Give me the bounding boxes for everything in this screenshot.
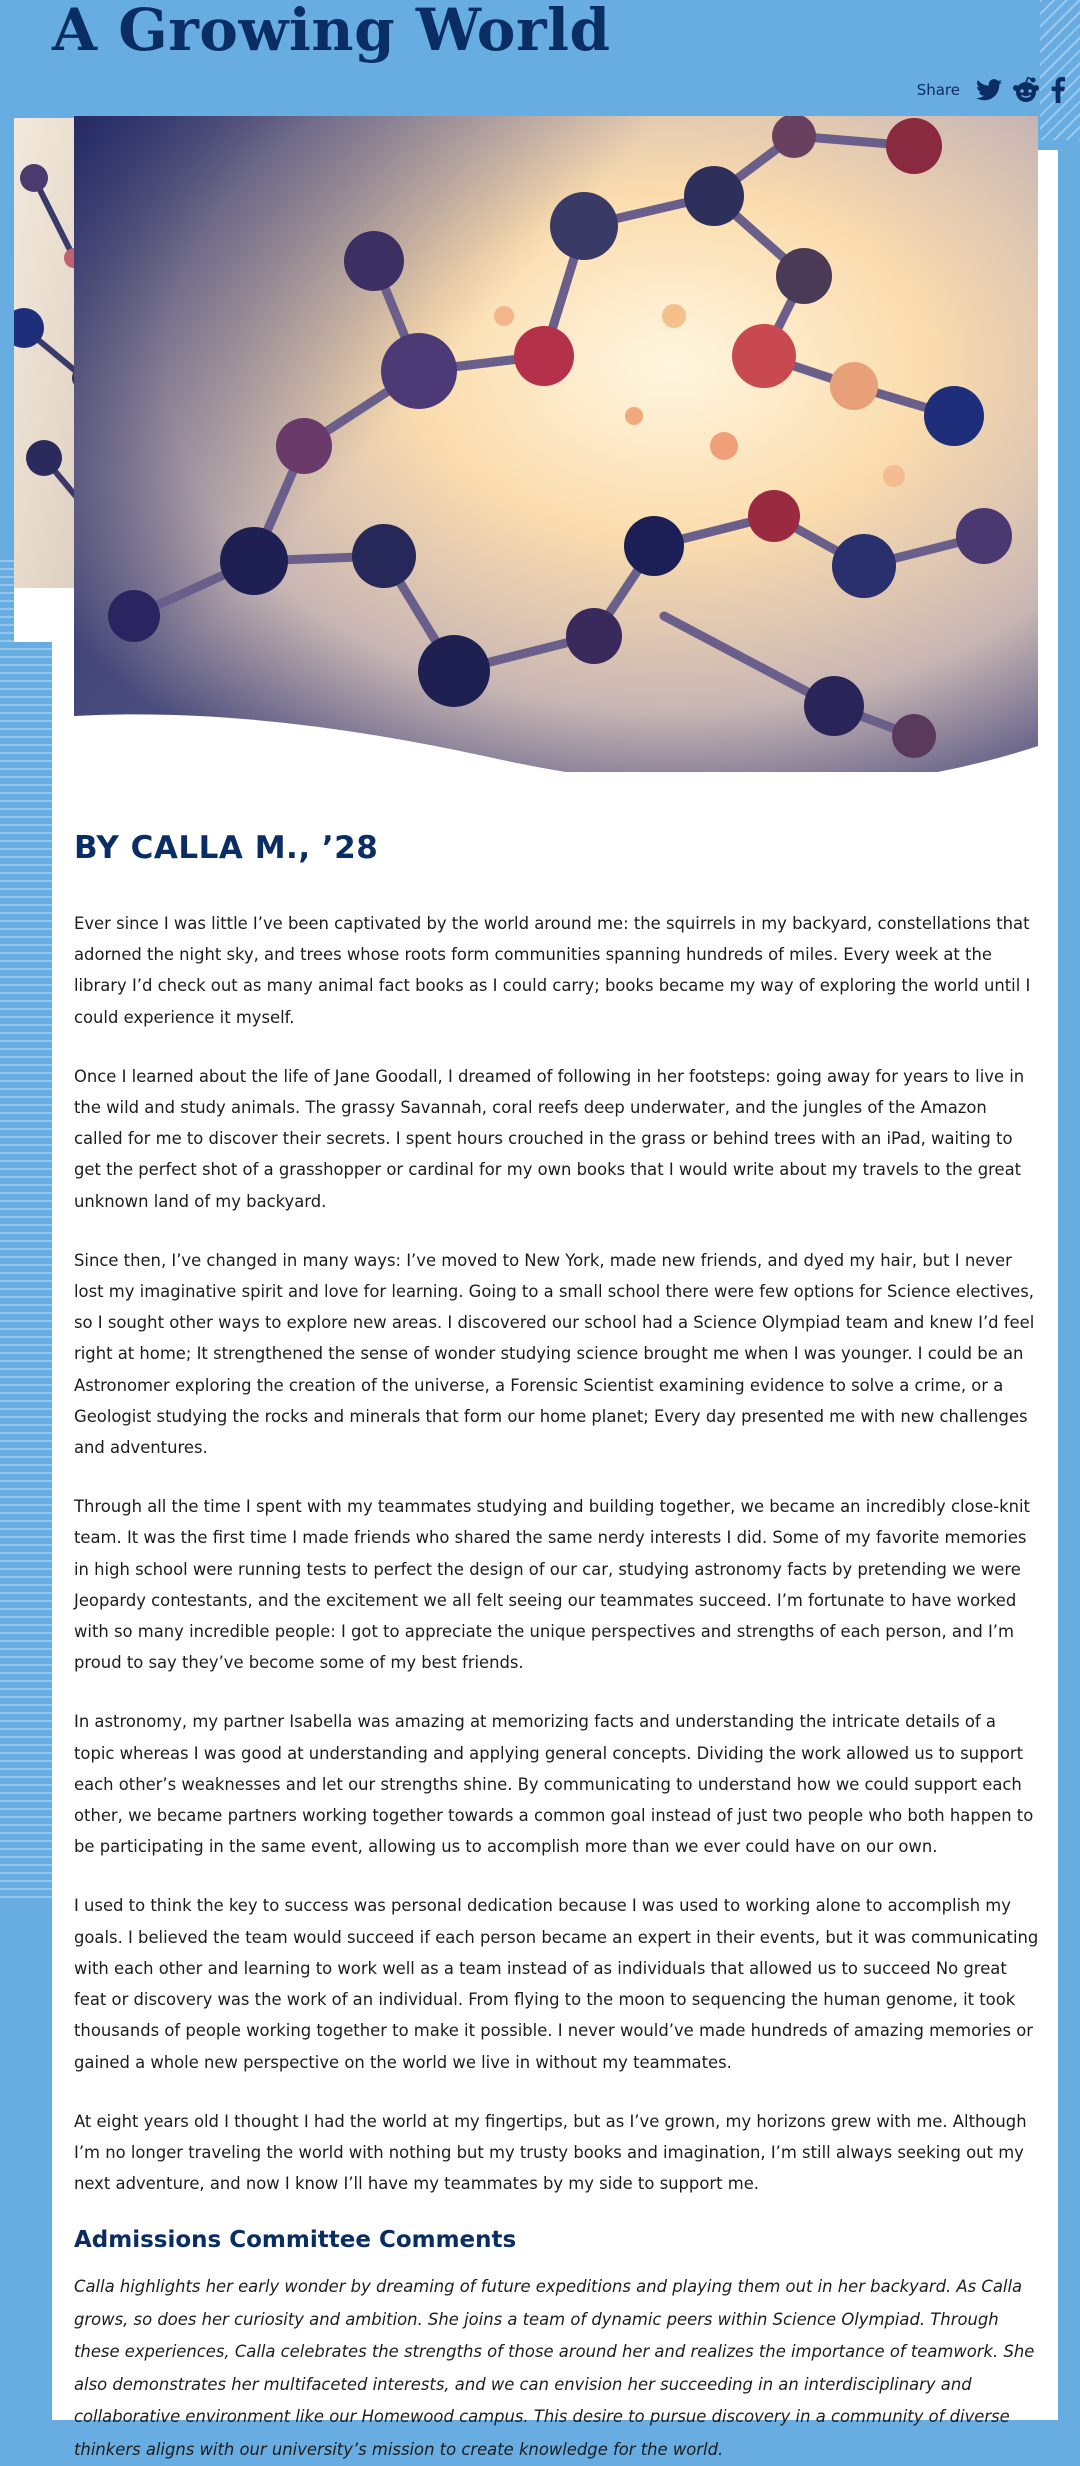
share-bar: [917, 74, 1066, 106]
admissions-comments: Calla highlights her early wonder by dreaming of future expeditions and playing them out in her backyard. As Calla grows, so does her curiosity and ambition. She joins a team of dynamic peers within Science Olympiad. Through these experiences, Calla celebrates the strengths of those around her and realizes the importance of teamwork. She also demonstrates her multifaceted interests, and we can envision her succeeding in an interdisciplinary and collaborative environment like our Homewood campus. This desire to pursue discovery in a community of diverse thinkers aligns with our university’s mission to create knowledge for the world.: [74, 2277, 1035, 2459]
article-paragraph-7: At eight years old I thought I had the world at my fingertips, but as I’ve grown, my horizons grew with me. Although I’m no longer traveling the world with nothing but my trusty books and imagination, I’m still always seeking out my next adventure, and now I know I’ll have my teammates by my side to support me.: [74, 2111, 1027, 2194]
decorative-corner-stripes: [1040, 0, 1080, 140]
twitter-icon[interactable]: [976, 79, 1002, 101]
hero-image: [74, 116, 1038, 772]
reddit-icon[interactable]: [1012, 77, 1040, 103]
article-paragraph-4: Through all the time I spent with my teammates studying and building together, we became an incredibly close-knit team. It was the first time I made friends who shared the same nerdy interests I did. Some of my favorite memories in high school were running tests to perfect the design of our car, studying astronomy facts by pretending we were Jeopardy contestants, and the excitement we all felt seeing our teammates succeed. I’m fortunate to have worked with so many incredible people: I got to appreciate the unique perspectives and strengths of each person, and I’m proud to say they’ve become some of my best friends.: [74, 1497, 1030, 1673]
article-paragraph-1: Ever since I was little I’ve been captivated by the world around me: the squirrels in my backyard, constellations that adorned the night sky, and trees whose roots form communities spanning hundreds of miles. Every week at the library I’d check out as many animal fact books as I could carry; books became my way of exploring the world until I could experience it myself.: [74, 914, 1031, 1027]
article-paragraph-3: Since then, I’ve changed in many ways: I’ve moved to New York, made new friends, and dyed my hair, but I never lost my imaginative spirit and love for learning. Going to a small school there were few options for Science electives, so I sought other ways to explore new areas. I discovered our school had a Science Olympiad team and knew I’d feel right at home; It strengthened the sense of wonder studying science brought me when I was younger. I could be an Astronomer exploring the creation of the universe, a Forensic Scientist examining evidence to solve a crime, or a Geologist studying the rocks and minerals that form our home planet; Every day presented me with new challenges and adventures.: [74, 1250, 1035, 1458]
facebook-icon[interactable]: [1050, 77, 1066, 103]
share-label: Share: [916, 81, 960, 99]
page-title: A Growing World: [52, 0, 611, 64]
article-body: [74, 830, 1039, 2466]
author-byline: BY CALLA M., ’28: [74, 830, 379, 866]
article-paragraph-5: In astronomy, my partner Isabella was amazing at memorizing facts and understanding the intricate details of a topic whereas I was good at understanding and applying general concepts. Dividing the work allowed us to support each other’s weaknesses and let our strengths shine. By communicating to understand how we could support each other, we became partners working together towards a common goal instead of just two people who both happen to be participating in the same event, allowing us to accomplish more than we ever could have on our own.: [74, 1712, 1034, 1857]
article-paragraph-2: Once I learned about the life of Jane Goodall, I dreamed of following in her footsteps: going away for years to live in the wild and study animals. The grassy Savannah, coral reefs deep underwater, and the jungles of the Amazon called for me to discover their secrets. I spent hours crouched in the grass or behind trees with an iPad, waiting to get the perfect shot of a grasshopper or cardinal for my own books that I would write about my travels to the great unknown land of my backyard.: [74, 1066, 1025, 1211]
article-paragraph-6: I used to think the key to success was personal dedication because I was used to working alone to accomplish my goals. I believed the team would succeed if each person became an expert in their events, but it was communicating with each other and learning to work well as a team instead of as individuals that allowed us to succeed No great feat or discovery was the work of an individual. From flying to the moon to sequencing the human genome, it took thousands of people working together to make it possible. I never would’ve made hundreds of amazing memories or gained a whole new perspective on the world we live in without my teammates.: [74, 1896, 1039, 2072]
comments-heading: Admissions Committee Comments: [74, 2227, 517, 2254]
